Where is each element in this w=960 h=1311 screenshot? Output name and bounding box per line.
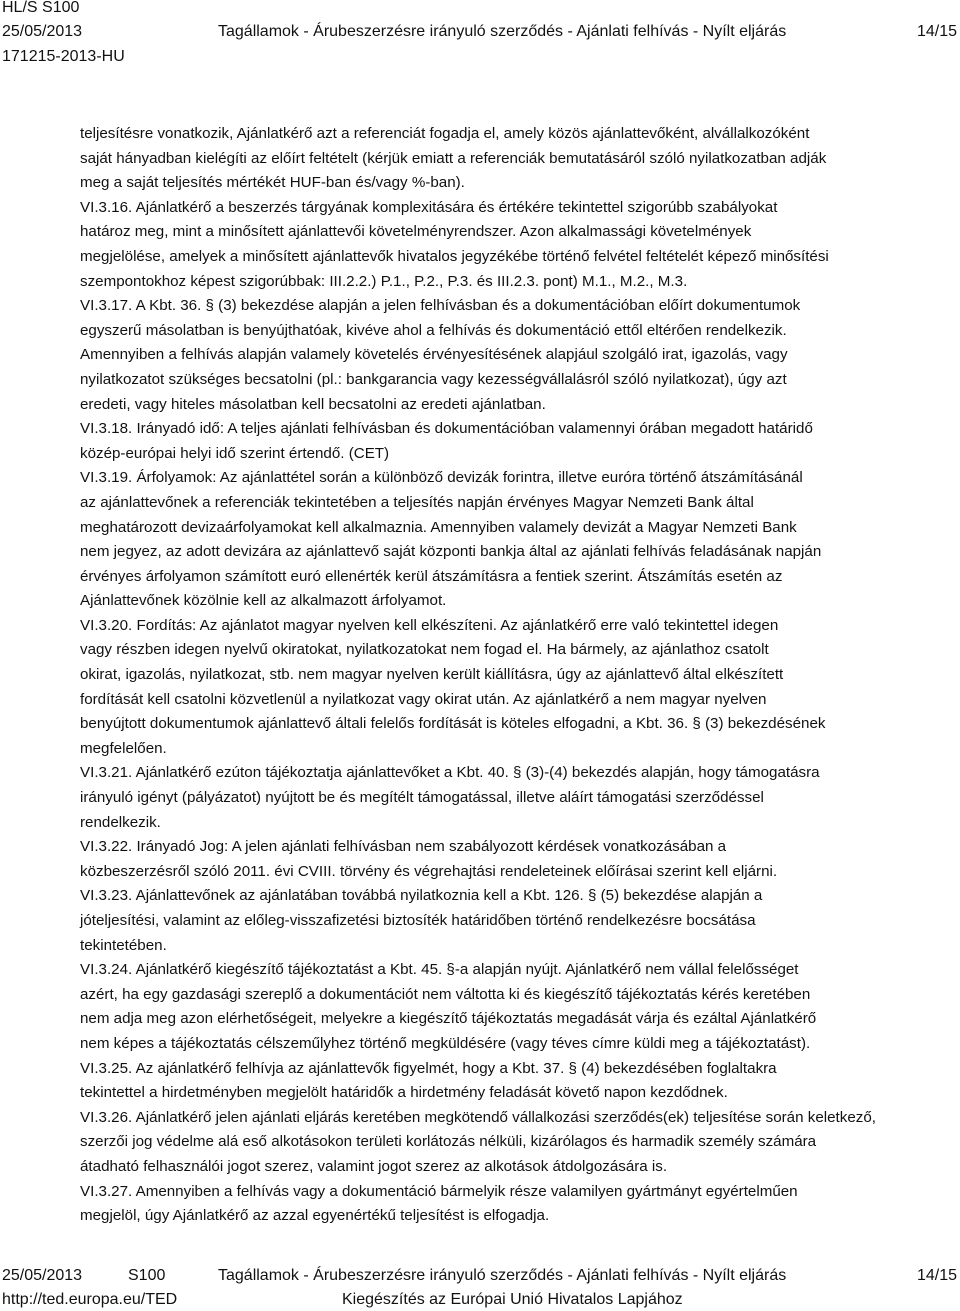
body-line: azért, ha egy gazdasági szereplő a dokumentációt nem váltotta ki és kiegészítő tájékoztatás kérés keretében (80, 985, 811, 1003)
body-line: okirat, igazolás, nyilatkozat, stb. nem magyar nyelven került kiállításra, úgy az ajánlattevő által elkészített (80, 666, 784, 684)
body-line: megjelölése, amelyek a minősített ajánlattevők hivatalos jegyzékébe történő felvétel feltételét képező minősítési (80, 247, 829, 265)
body-line: tekintettel a hirdetményben megjelölt határidők a hirdetmény feladását követő napon kezdődnek. (80, 1084, 728, 1102)
body-line: az ajánlattevőnek a referenciák tekintetében a teljesítés napján érvényes Magyar Nemzeti Bank által (80, 493, 754, 511)
body-line: megjelöl, úgy Ajánlatkérő az azzal egyenértékű teljesítést is elfogadja. (80, 1207, 550, 1225)
body-line: saját hányadban kielégíti az előírt feltételt (kérjük emiatt a referenciák bemutatásáról szóló nyilatkozatban adják (80, 149, 827, 167)
body-line: VI.3.18. Irányadó idő: A teljes ajánlati felhívásban és dokumentációban valamennyi órában megadott határidő (80, 420, 813, 438)
header-notice-id: 171215-2013-HU (2, 48, 125, 65)
header-page-number: 14/15 (916, 23, 957, 40)
header-series: HL/S S100 (2, 0, 80, 16)
body-line: VI.3.22. Irányadó Jog: A jelen ajánlati felhívásban nem szabályozott kérdések vonatkozásában a (80, 838, 727, 856)
body-line: meg a saját teljesítés mértékét HUF-ban és/vagy %-ban). (80, 174, 465, 192)
body-line: érvényes árfolyamon számított euró ellenérték kerül átszámításra a fentiek szerint. Átszámítás esetén az (80, 567, 783, 585)
body-line: nem képes a tájékoztatás célszeműlyhez történő megküldésére (vagy téves címre küldi meg a tájékoztatást). (80, 1034, 811, 1052)
body-line: VI.3.26. Ajánlatkérő jelen ajánlati eljárás keretében megkötendő vállalkozási szerződés(ek) teljesítése során keletkező, (80, 1108, 876, 1126)
body-line: VI.3.25. Az ajánlatkérő felhívja az ajánlattevők figyelmét, hogy a Kbt. 37. § (4) bekezdésében foglaltakra (80, 1059, 777, 1077)
body-line: VI.3.16. Ajánlatkérő a beszerzés tárgyának komplexitására és értékére tekintettel szigorúbb szabályokat (80, 198, 778, 216)
body-line: nyilatkozatot szükséges becsatolni (pl.: bankgarancia vagy kezességvállalásról szóló nyilatkozat), úgy azt (80, 370, 787, 388)
body-line: meghatározott devizaárfolyamokat kell alkalmaznia. Amennyiben valamely devizát a Magyar Nemzeti Bank (80, 518, 797, 536)
body-line: megfelelően. (80, 739, 167, 757)
body-line: irányuló igényt (pályázatot) nyújtott be és megítélt támogatással, illetve aláírt támogatási szerződéssel (80, 789, 764, 807)
body-line: nem adja meg azon elérhetőségeit, melyekre a kiegészítő tájékoztatás megadását várja és ezáltal Ajánlatkérő (80, 1010, 817, 1028)
body-line: közép-európai helyi idő szerint értendő. (CET) (80, 444, 390, 462)
body-line: VI.3.19. Árfolyamok: Az ajánlattétel során a különböző devizák forintra, illetve euróra történő átszámításánál (80, 469, 803, 487)
footer-series: S100 (128, 1267, 166, 1284)
body-line: rendelkezik. (80, 813, 161, 831)
body-line: közbeszerzésről szóló 2011. évi CVIII. törvény és végrehajtási rendeleteinek előírásai szerint kell eljárni. (80, 862, 778, 880)
body-line: átadható felhasználói jogot szerez, valamint jogot szerez az alkotások átdolgozására is. (80, 1157, 668, 1175)
body-line: benyújtott dokumentumok ajánlattevő általi felelős fordítását is köteles elfogadni, a Kbt. 36. § (3) bekezdésének (80, 715, 826, 733)
body-line: teljesítésre vonatkozik, Ajánlatkérő azt a referenciát fogadja el, amely közös ajánlattevőként, alvállalkozóként (80, 125, 810, 142)
body-line: vagy részben idegen nyelvű okiratokat, nyilatkozatokat nem fogad el. Ha bármely, az ajánlathoz csatolt (80, 641, 769, 659)
body-line: eredeti, vagy hiteles másolatban kell becsatolni az eredeti ajánlatban. (80, 395, 546, 413)
body-line: szempontokhoz képest szigorúbbak: III.2.2.) P.1., P.2., P.3. és III.2.3. pont) M.1., M.2., M.3. (80, 272, 688, 290)
body-line: VI.3.23. Ajánlattevőnek az ajánlatában továbbá nyilatkoznia kell a Kbt. 126. § (5) bekezdése alapján a (80, 887, 763, 905)
body-line: Amennyiben a felhívás alapján valamely követelés érvényesítésének alapjául szolgáló irat, igazolás, vagy (80, 346, 788, 364)
body-line: egyszerű másolatban is benyújthatóak, kivéve ahol a felhívás és dokumentáció ettől eltérően rendelkezik. (80, 321, 787, 339)
body-line: jóteljesítési, valamint az előleg-visszafizetési biztosíték határidőben történő rendelkezésre bocsátása (80, 912, 756, 929)
body-line: nem jegyez, az adott devizára az ajánlattevő saját központi bankja által az ajánlati felhívás feladásának napján (80, 543, 822, 561)
footer-date: 25/05/2013 (2, 1267, 83, 1284)
footer-page-number: 14/15 (916, 1267, 957, 1284)
header-date: 25/05/2013 (2, 23, 83, 40)
footer-publisher: Kiegészítés az Európai Unió Hivatalos Lapjához (342, 1291, 683, 1308)
body-line: VI.3.21. Ajánlatkérő ezúton tájékoztatja ajánlattevőket a Kbt. 40. § (3)-(4) bekezdés alapján, hogy támogatásra (80, 764, 820, 782)
body-line: szerzői jog védelme alá eső alkotásokon területi korlátozás nélküli, kizárólagos és harmadik személy számára (80, 1133, 817, 1151)
body-line: VI.3.27. Amennyiben a felhívás vagy a dokumentáció bármelyik része valamilyen gyártmányt egyértelműen (80, 1182, 798, 1200)
body-line: VI.3.20. Fordítás: Az ajánlatot magyar nyelven kell elkészíteni. Az ajánlatkérő erre való tekintettel idegen (80, 616, 779, 634)
header-title: Tagállamok - Árubeszerzésre irányuló szerződés - Ajánlati felhívás - Nyílt eljárás (218, 23, 787, 40)
body-line: fordítását kell csatolni közvetlenül a nyilatkozat vagy okirat után. Az ajánlatkérő a nem magyar nyelven (80, 690, 767, 708)
body-line: Ajánlattevőnek közölnie kell az alkalmazott árfolyamot. (80, 592, 447, 610)
body-line: határoz meg, mint a minősített ajánlattevői követelményrendszer. Azon alkalmassági követelmények (80, 223, 752, 241)
body-line: tekintetében. (80, 936, 167, 954)
footer-url-link[interactable]: http://ted.europa.eu/TED (2, 1291, 178, 1308)
body-line: VI.3.17. A Kbt. 36. § (3) bekezdése alapján a jelen felhívásban és a dokumentációban előírt dokumentumok (80, 297, 801, 315)
footer-title: Tagállamok - Árubeszerzésre irányuló szerződés - Ajánlati felhívás - Nyílt eljárás (218, 1267, 787, 1284)
body-line: VI.3.24. Ajánlatkérő kiegészítő tájékoztatást a Kbt. 45. §-a alapján nyújt. Ajánlatkérő nem vállal felelősséget (80, 961, 799, 979)
document-body (80, 122, 960, 1229)
